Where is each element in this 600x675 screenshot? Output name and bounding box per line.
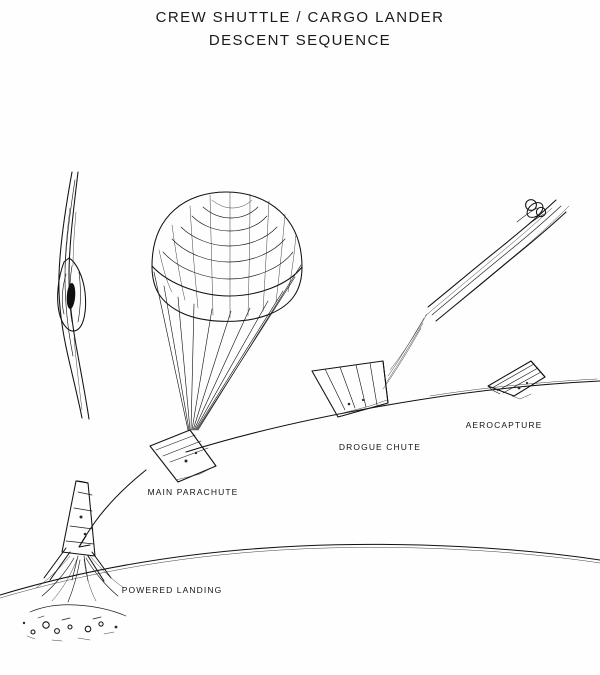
planet-horizon-arc (0, 544, 600, 598)
stage-main-parachute (150, 192, 302, 482)
caption-main-parachute: MAIN PARACHUTE (147, 487, 239, 497)
title-line-2: DESCENT SEQUENCE (208, 32, 392, 50)
caption-powered-landing: POWERED LANDING (121, 585, 223, 595)
stage-aerocapture (488, 361, 545, 399)
caption-drogue-chute: DROGUE CHUTE (338, 442, 422, 452)
caption-aerocapture: AEROCAPTURE (465, 420, 543, 430)
stage-powered-landing (23, 481, 126, 641)
entry-plasma-trail (425, 200, 569, 321)
title-line-1: CREW SHUTTLE / CARGO LANDER (155, 9, 445, 26)
trajectory-arrow (79, 470, 146, 547)
vehicle-entry-silhouette-left (58, 172, 89, 419)
